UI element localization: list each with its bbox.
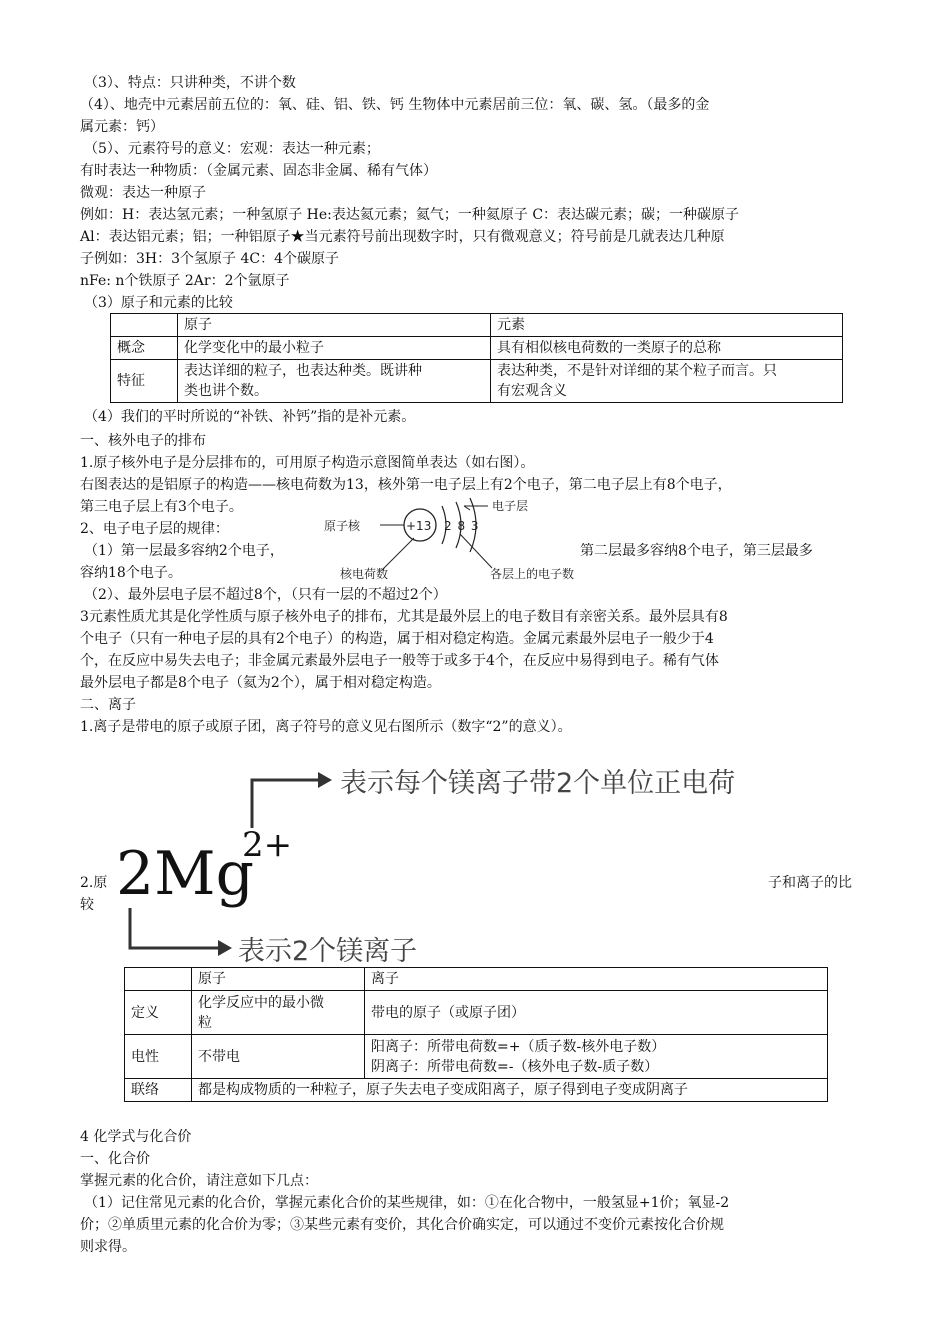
table-header: 原子 bbox=[178, 314, 491, 337]
table-cell bbox=[192, 991, 365, 1035]
cell-line: 表达详细的粒子，也表达种类。既讲种 bbox=[184, 363, 422, 379]
text-line: nFe: n个铁原子 2Ar：2个氩原子 bbox=[80, 273, 290, 289]
text-line: 个电子（只有一种电子层的具有2个电子）的构造，属于相对稳定构造。金属元素最外层电子一般少于4 bbox=[80, 631, 714, 647]
table-cell bbox=[178, 360, 491, 403]
cell-line: 有宏观含义 bbox=[497, 383, 567, 399]
cell-line: 阴离子：所带电荷数=-（核外电子数-质子数） bbox=[371, 1058, 659, 1075]
ion-charge-superscript: 2+ bbox=[242, 825, 293, 865]
table-cell: 都是构成物质的一种粒子，原子失去电子变成阳离子，原子得到电子变成阴离子 bbox=[192, 1079, 828, 1102]
text-line: 子例如：3H：3个氢原子 4C：4个碳原子 bbox=[80, 251, 339, 267]
cell-line: 粒 bbox=[198, 1014, 212, 1031]
text-line: （3）原子和元素的比较 bbox=[84, 295, 233, 311]
table-cell: 定义 bbox=[125, 991, 192, 1035]
table-cell: 化学变化中的最小粒子 bbox=[178, 337, 491, 360]
atom-element-table bbox=[110, 313, 843, 403]
text-line: 较 bbox=[80, 897, 94, 913]
table-cell: 电性 bbox=[125, 1035, 192, 1079]
text-line: 子和离子的比 bbox=[768, 875, 852, 891]
table-cell bbox=[365, 1035, 828, 1079]
text-line: （1）记住常见元素的化合价，掌握元素化合价的某些规律，如：①在化合物中，一般氢显+1价；氧显-2 bbox=[84, 1195, 730, 1211]
ion-symbol-diagram bbox=[110, 752, 790, 974]
ion-count-note: 表示2个镁离子 bbox=[238, 936, 418, 967]
table-cell bbox=[491, 360, 843, 403]
table-cell: 特征 bbox=[111, 360, 178, 403]
electron-counts: 2 8 3 bbox=[444, 519, 480, 533]
text-line: （2）、最外层电子层不超过8个，（只有一层的不超过2个） bbox=[84, 587, 447, 603]
text-line: 则求得。 bbox=[80, 1239, 136, 1255]
cell-line: 化学反应中的最小微 bbox=[198, 994, 324, 1011]
text-line: 1.离子是带电的原子或原子团，离子符号的意义见右图所示（数字“2”的意义）。 bbox=[80, 719, 572, 735]
shell-label: 电子层 bbox=[492, 499, 529, 513]
table-header: 离子 bbox=[365, 968, 828, 991]
text-line: 例如：H：表达氢元素；一种氢原子 He:表达氦元素；氦气；一种氦原子 C：表达碳元素；碳；一种碳原子 bbox=[80, 207, 740, 223]
table-cell bbox=[125, 968, 192, 991]
text-line: （4）我们的平时所说的“补铁、补钙”指的是补元素。 bbox=[84, 409, 416, 425]
text-line: 有时表达一种物质：（金属元素、固态非金属、稀有气体） bbox=[80, 163, 437, 179]
table-cell: 不带电 bbox=[192, 1035, 365, 1079]
ion-charge-note: 表示每个镁离子带2个单位正电荷 bbox=[340, 768, 736, 799]
nuclear-charge: +13 bbox=[406, 519, 432, 533]
nucleus-label: 原子核 bbox=[324, 519, 361, 533]
table-header: 元素 bbox=[491, 314, 843, 337]
text-line: 右图表达的是铝原子的构造——核电荷数为13，核外第一电子层上有2个电子，第二电子层上有8个电子， bbox=[80, 477, 732, 493]
atom-structure-diagram bbox=[320, 492, 590, 584]
text-line: 微观：表达一种原子 bbox=[80, 185, 206, 201]
text-line: 1.原子核外电子是分层排布的，可用原子构造示意图简单表达（如右图）。 bbox=[80, 455, 535, 471]
table-cell: 带电的原子（或原子团） bbox=[365, 991, 828, 1035]
atom-ion-table bbox=[124, 967, 828, 1102]
table-header: 原子 bbox=[192, 968, 365, 991]
cell-line: 类也讲个数。 bbox=[184, 383, 268, 399]
table-cell bbox=[111, 314, 178, 337]
section-heading: 4 化学式与化合价 bbox=[80, 1129, 192, 1145]
section-heading: 一、化合价 bbox=[80, 1151, 150, 1167]
charge-label: 核电荷数 bbox=[340, 567, 389, 581]
cell-line: 表达种类，不是针对详细的某个粒子而言。只 bbox=[497, 363, 777, 379]
layer-count-label: 各层上的电子数 bbox=[490, 567, 575, 581]
text-line: 3元素性质尤其是化学性质与原子核外电子的排布，尤其是最外层上的电子数目有亲密关系。最外层具有8 bbox=[80, 609, 728, 625]
table-cell: 概念 bbox=[111, 337, 178, 360]
text-line: 2.原 bbox=[80, 875, 108, 891]
text-line: （3）、特点：只讲种类，不讲个数 bbox=[84, 75, 296, 91]
text-line: （4）、地壳中元素居前五位的：氧、硅、铝、铁、钙 生物体中元素居前三位：氧、碳、氢。（最多的金 bbox=[80, 97, 710, 113]
cell-line: 阳离子：所带电荷数=+（质子数-核外电子数） bbox=[371, 1038, 666, 1055]
text-line: 个，在反应中易失去电子；非金属元素最外层电子一般等于或多于4个，在反应中易得到电子。稀有气体 bbox=[80, 653, 719, 669]
section-heading: 一、核外电子的排布 bbox=[80, 433, 206, 449]
text-line: 掌握元素的化合价，请注意如下几点： bbox=[80, 1173, 318, 1189]
table-cell: 联络 bbox=[125, 1079, 192, 1102]
text-line: 第三电子层上有3个电子。 bbox=[80, 499, 243, 515]
text-line: 属元素：钙） bbox=[80, 119, 164, 135]
text-line: 容纳18个电子。 bbox=[80, 565, 182, 581]
text-line: （1）第一层最多容纳2个电子， bbox=[84, 543, 284, 559]
text-line: 价；②单质里元素的化合价为零；③某些元素有变价，其化合价确实定，可以通过不变价元素按化合价规 bbox=[80, 1217, 724, 1233]
text-line: （5）、元素符号的意义：宏观：表达一种元素； bbox=[84, 141, 380, 157]
text-line: 第二层最多容纳8个电子，第三层最多 bbox=[580, 543, 813, 559]
text-line: 2、电子电子层的规律： bbox=[80, 521, 229, 537]
ion-symbol: 2Mg bbox=[116, 839, 255, 909]
table-cell: 具有相似核电荷数的一类原子的总称 bbox=[491, 337, 843, 360]
text-line: Al：表达铝元素；铝；一种铝原子★当元素符号前出现数字时，只有微观意义；符号前是几就表达几种原 bbox=[80, 229, 725, 245]
section-heading: 二、离子 bbox=[80, 697, 136, 713]
text-line: 最外层电子都是8个电子（氦为2个），属于相对稳定构造。 bbox=[80, 675, 441, 691]
